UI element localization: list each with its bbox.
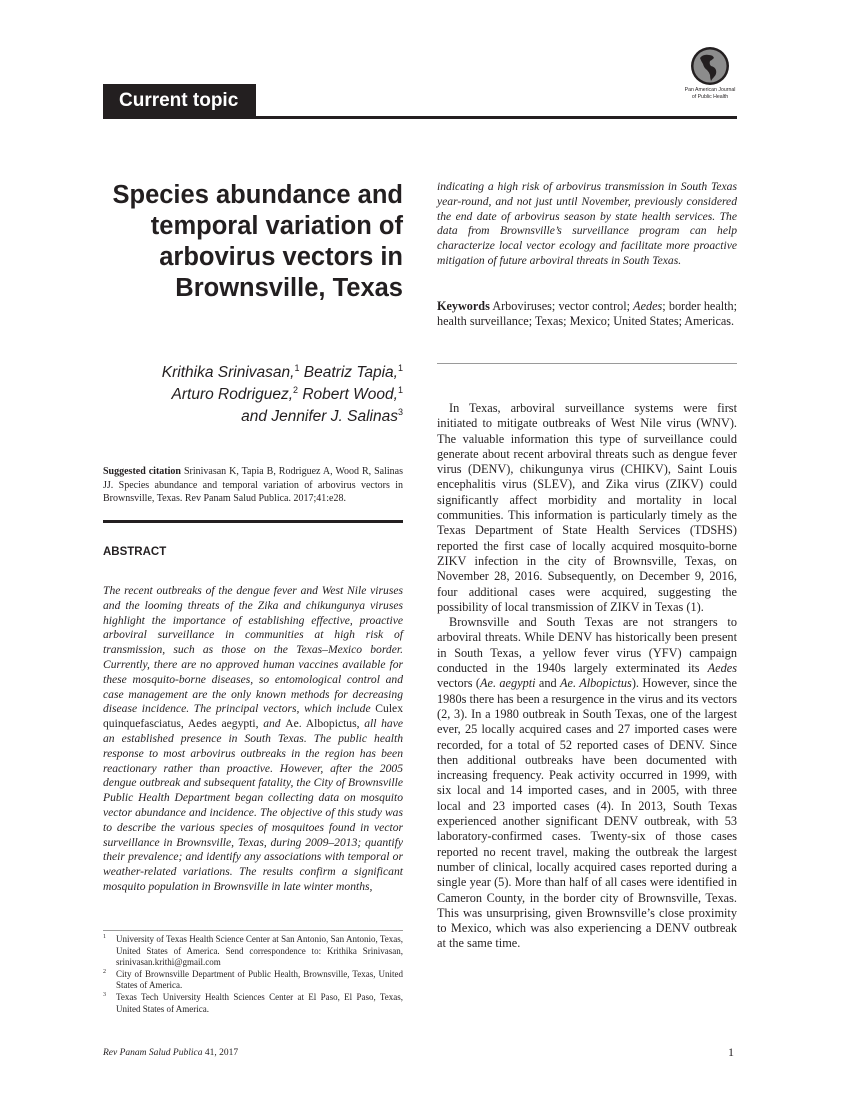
species-names: Culex quinquefasciatus, Aedes aegypti, (103, 702, 403, 731)
abstract-heading: ABSTRACT (103, 546, 167, 558)
affiliation-footnotes (103, 934, 403, 1015)
footnote (103, 992, 403, 1015)
footnote-text: City of Brownsville Department of Public Health, Brownsville, Texas, United States of America. (116, 968, 403, 991)
species-name: Ae. aegypti (479, 676, 536, 691)
keywords-label: Keywords (437, 299, 490, 313)
volume-year: 41, 2017 (202, 1048, 239, 1058)
body-paragraph (437, 615, 737, 952)
abstract-segment: all have an established presence in South Texas. The public health response to most arbovirus outbreaks in the region has been reactionary rather than proactive. However, after the 2005 dengue outbreak and subsequent fatality, the City of Brownsville Public Health Department began collecting data on mosquito vector abundance and incidence. The objective of this study was to describe the various species of mosquitoes found in vector surveillance in Brownsville, Texas, during 2009–2013; quantify their prevalence; and identify any associations with temporal or weather-related variations. The results confirm a significant mosquito population in Brownsville in late winter months, (103, 717, 403, 893)
affiliation-marker: 2 (293, 385, 299, 395)
article-title (103, 180, 403, 304)
footnote-number: 1 (103, 934, 106, 940)
affiliation-marker: 1 (397, 385, 403, 395)
keywords-text: Arboviruses; vector control; (489, 299, 634, 313)
title-line: Brownsville, Texas (175, 274, 403, 302)
title-line: temporal variation of (150, 212, 403, 240)
footnote-number: 2 (103, 968, 106, 975)
logo-text-line2: of Public Health (691, 94, 729, 100)
author-name: Robert Wood, (302, 386, 398, 403)
section-label: Current topic (103, 84, 256, 118)
page-number: 1 (728, 1045, 734, 1059)
species-name: Ae. Albopictus (560, 676, 632, 691)
journal-name: Rev Panam Salud Publica (103, 1048, 203, 1058)
citation-label: Suggested citation (103, 466, 181, 477)
keywords (437, 299, 737, 329)
abstract-continued: indicating a high risk of arbovirus transmission in South Texas year-round, and not just until November, previously considered the end date of arbovirus season by state health services. The data from Brownsville’s surveillance program can help characterize local vector ecology and facilitate more proactive mitigation of future arboviral threats in South Texas. (437, 180, 737, 267)
author-name: Krithika Srinivasan, (161, 364, 295, 381)
footnote-text: Texas Tech University Health Sciences Center at El Paso, El Paso, Texas, United States of America. (116, 991, 403, 1014)
affiliation-marker: 3 (397, 407, 403, 417)
abstract-segment: and (258, 717, 286, 731)
abstract-segment: The recent outbreaks of the dengue fever and West Nile viruses and the looming threats of the Zika and chikungunya viruses highlight the importance of establishing effective, proactive arboviral surveillance in communities at high risk of transmission, such as those on the Texas–Mexico border. Currently, there are no approved human vaccines available for these mosquito-borne diseases, so entomological control and case management are the only known methods for decreasing disease incidence. The principal vectors, which include (103, 584, 403, 716)
keywords-rule (437, 363, 737, 364)
keywords-italic: Aedes (633, 299, 663, 313)
suggested-citation (103, 465, 403, 506)
globe-americas-icon (690, 46, 730, 86)
citation-text: Srinivasan K, Tapia B, Rodriguez A, Wood R, Salinas JJ. Species abundance and temporal variation of arbovirus vectors in Brownsville, Texas. Rev Panam Salud Publica. 2017;41:e28. (103, 466, 403, 505)
genus-name: Aedes (707, 661, 737, 676)
footer-journal (103, 1048, 238, 1058)
species-names: Ae. Albopictus, (285, 717, 360, 731)
abstract-text (103, 584, 403, 895)
body-segment: ). However, since the 1980s there has been a resurgence in the virus and its vectors (2, 3). In a 1980 outbreak in South Texas, one of the largest ever, 25 locally acquired cases and 27 imported cases were recorded, for a total of 52 reported cases of DENV. Since then additional outbreaks have been documented with increasing frequency. Peak activity occurred in 1999, with six local and 14 imported cases, and in 2005, with three local and 23 imported cases (4). In 2013, South Texas experienced another significant DENV outbreak, with 53 laboratory-confirmed cases. Twenty-six of those cases reported no recent travel, making the outbreak the largest number of clinical, locally acquired cases reported during a single year (5). More than half of all cases were identified in Cameron County, in the border city of Brownsville, Texas. This was unsurprising, given Brownsville’s close proximity to Mexico, which was also experiencing a DENV outbreak at the same time. (437, 676, 737, 951)
affiliation-marker: 1 (397, 363, 403, 373)
body-segment: Brownsville and South Texas are not strangers to arboviral threats. While DENV has historically been present in South Texas, a yellow fever virus (YFV) campaign conducted in the 1940s largely exterminated its (437, 615, 737, 676)
title-line: Species abundance and (112, 181, 403, 209)
body-segment: and (535, 676, 561, 691)
title-line: arbovirus vectors in (159, 243, 403, 271)
article-body (437, 401, 737, 952)
author-name: and Jennifer J. Salinas (241, 408, 398, 425)
citation-rule (103, 520, 403, 523)
author-name: Beatriz Tapia, (303, 364, 398, 381)
footnote (103, 934, 403, 969)
keywords-text: ; border health; health surveillance; Texas; Mexico; United States; Americas. (437, 299, 737, 328)
footnote-text: University of Texas Health Science Center at San Antonio, San Antonio, Texas, United States of America. Send correspondence to: Krithika Srinivasan, srinivasan.krithi@gmail.com (116, 934, 403, 968)
journal-logo (684, 46, 736, 100)
footnote (103, 969, 403, 992)
footnote-number: 3 (103, 991, 106, 998)
body-segment: vectors ( (437, 676, 480, 691)
logo-text-line1: Pan American Journal (684, 87, 736, 93)
footnote-rule (103, 930, 403, 931)
author-name: Arturo Rodriguez, (171, 386, 294, 403)
body-paragraph: In Texas, arboviral surveillance systems were first initiated to mitigate outbreaks of West Nile virus (WNV). The valuable information this type of surveillance could generate about recent arboviral threats such as dengue fever virus (DENV), chikungunya virus (CHIKV), Saint Louis encephalitis virus (SLEV), and Zika virus (ZIKV) could significantly affect morbidity and mortality in local communities. This information is particularly timely as the Texas Department of State Health Services (TDSHS) reported the first case of locally acquired mosquito-borne ZIKV infection in the city of Brownsville, Texas, on November 28, 2016. Subsequently, on December 9, 2016, four additional cases were acquired, suggesting the possibility of local transmission of ZIKV in Texas (1). (437, 401, 737, 614)
author-list (103, 362, 403, 428)
affiliation-marker: 1 (294, 363, 300, 373)
